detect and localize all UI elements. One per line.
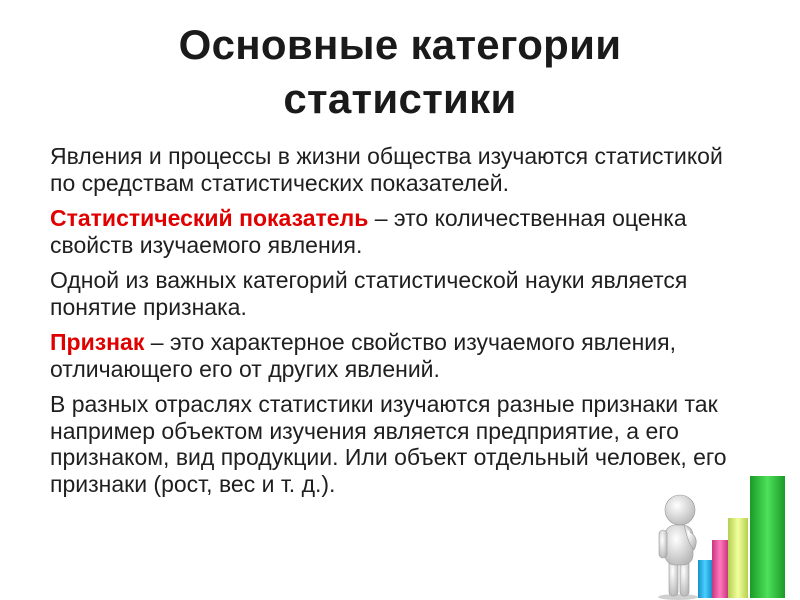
paragraph-text: – это количественная оценка свойств изучаемого явления. xyxy=(50,205,687,258)
paragraph-text: Явления и процессы в жизни общества изучаются статистикой по средствам статистических показателей. xyxy=(50,143,723,196)
paragraph-definition-indicator xyxy=(50,205,730,258)
paragraph-text: Одной из важных категорий статистической науки является понятие признака. xyxy=(50,267,688,320)
paragraph-examples xyxy=(50,391,730,497)
slide-title-line-2: статистики xyxy=(283,75,517,122)
bar-2 xyxy=(712,540,728,598)
paragraph-text: – это характерное свойство изучаемого явления, отличающего его от других явлений. xyxy=(50,329,676,382)
thinking-person-with-bar-chart-icon xyxy=(650,470,800,600)
term-attribute: Признак xyxy=(50,329,145,355)
paragraph-category xyxy=(50,267,730,320)
bar-1 xyxy=(698,560,712,598)
term-statistical-indicator: Статистический показатель xyxy=(50,205,369,231)
slide-body xyxy=(50,143,730,506)
slide-title-line-1: Основные категории xyxy=(178,21,622,68)
paragraph-definition-attribute xyxy=(50,329,730,382)
slide-title xyxy=(0,18,800,126)
paragraph-text: В разных отраслях статистики изучаются разные признаки так например объектом изучения является предприятие, а его признаком, вид продукции. Или объект отдельный человек, его признаки (рост, вес и т. д.). xyxy=(50,391,727,497)
bar-4 xyxy=(750,476,785,598)
thinking-person xyxy=(658,495,698,600)
bar-3 xyxy=(728,518,748,598)
paragraph-intro xyxy=(50,143,730,196)
